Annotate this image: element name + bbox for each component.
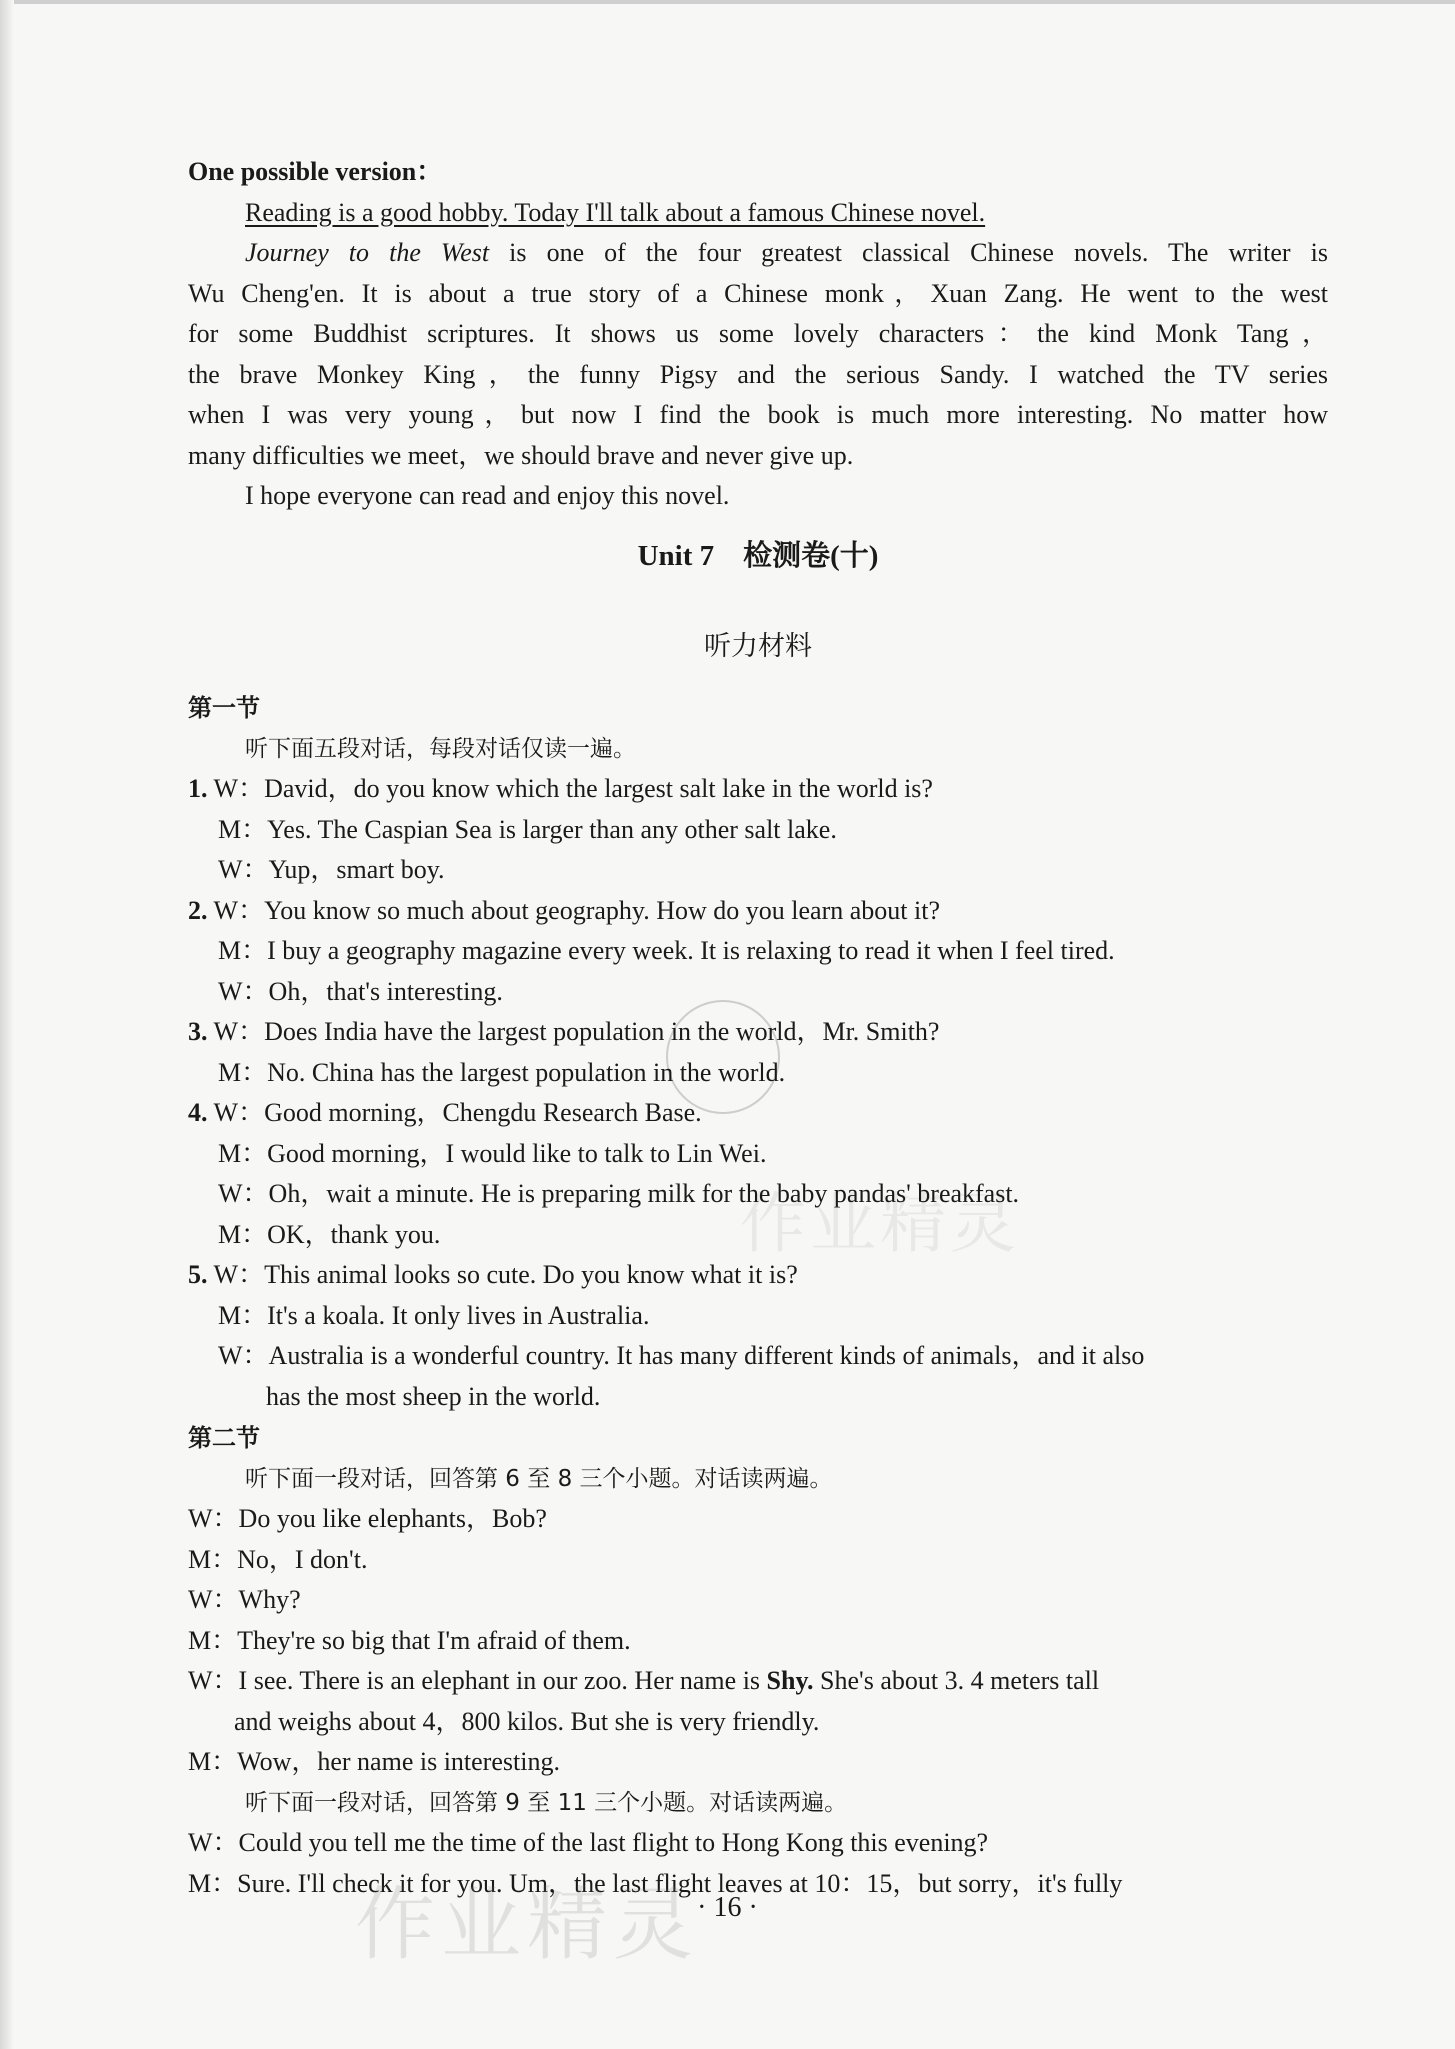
dialogue-line: has the most sheep in the world. xyxy=(266,1381,601,1411)
dialogue-line: W：I see. There is an elephant in our zoo. Her name is Shy. She's about 3. 4 meters tall xyxy=(188,1666,1100,1695)
dialogue-line: W：Do you like elephants，Bob? xyxy=(188,1504,547,1533)
essay-line-3: Wu Cheng'en. It is about a true story of a Chinese monk，Xuan Zang. He went to the west xyxy=(188,278,1328,308)
page-left-edge xyxy=(0,0,14,2049)
dialogue-5 xyxy=(188,1255,1328,1417)
dialogue-line: M：Sure. I'll check it for you. Um，the last flight leaves at 10：15，but sorry，it's fully xyxy=(188,1868,1123,1898)
dialogue-line: W：This animal looks so cute. Do you know what it is? xyxy=(213,1260,798,1289)
dialogue-line: M：They're so big that I'm afraid of them. xyxy=(188,1625,631,1655)
dialogue-line: M：I buy a geography magazine every week. It is relaxing to read it when I feel tired. xyxy=(218,936,1115,965)
dialogue-number: 4. xyxy=(188,1098,208,1127)
dialogue-number: 1. xyxy=(188,774,208,803)
essay-line-4: for some Buddhist scriptures. It shows us some lovely characters：the kind Monk Tang， xyxy=(188,319,1328,348)
section-1-instruction: 听下面五段对话，每段对话仅读一遍。 xyxy=(245,735,636,762)
dialogue-number: 2. xyxy=(188,895,208,925)
essay-line-7: many difficulties we meet，we should brave and never give up. xyxy=(188,440,854,470)
dialogue-number: 5. xyxy=(188,1260,208,1289)
dialogue-line: W：Could you tell me the time of the last flight to Hong Kong this evening? xyxy=(188,1828,989,1857)
unit-title: Unit 7 检测卷(十) xyxy=(637,540,879,572)
watermark-mid: 作业精灵 xyxy=(740,1185,1020,1262)
dialogue-line: W：Oh，wait a minute. He is preparing milk for the baby pandas' breakfast. xyxy=(218,1179,1020,1208)
page-top-edge xyxy=(0,0,1455,4)
dialogue-number: 3. xyxy=(188,1017,208,1046)
dialogue-line: M：Wow，her name is interesting. xyxy=(188,1747,560,1776)
section-1-heading: 第一节 xyxy=(188,694,260,722)
section-2-heading: 第二节 xyxy=(188,1424,260,1452)
dialogue-line: and weighs about 4，800 kilos. But she is very friendly. xyxy=(234,1706,820,1736)
dialogue-line: M：OK，thank you. xyxy=(218,1219,441,1249)
dialogue-line: W：You know so much about geography. How do you learn about it? xyxy=(213,895,940,925)
dialogue-2 xyxy=(188,891,1328,1013)
essay-line-2: Journey to the West is one of the four greatest classical Chinese novels. The writer is xyxy=(245,238,1328,267)
novel-title: Journey to the West xyxy=(245,238,490,267)
dialogue-line: W：Good morning，Chengdu Research Base. xyxy=(213,1098,702,1127)
section-2-instruction-1: 听下面一段对话，回答第 6 至 8 三个小题。对话读两遍。 xyxy=(245,1465,833,1492)
dialogue-line: M：No. China has the largest population in the world. xyxy=(218,1057,786,1087)
watermark-bottom: 作业精灵 xyxy=(355,1878,699,1971)
essay-heading: One possible version： xyxy=(188,157,443,186)
dialogue-line: W：Does India have the largest population in the world，Mr. Smith? xyxy=(213,1017,940,1046)
dialogue-line: M：No，I don't. xyxy=(188,1544,368,1574)
dialogue-4 xyxy=(188,1093,1328,1255)
dialogue-line: W：Why? xyxy=(188,1585,301,1614)
dialogue-line: W：Australia is a wonderful country. It has many different kinds of animals，and it also xyxy=(218,1341,1145,1370)
dialogue-line: W：David，do you know which the largest salt lake in the world is? xyxy=(213,774,933,803)
section-2-instruction-2: 听下面一段对话，回答第 9 至 11 三个小题。对话读两遍。 xyxy=(245,1789,848,1816)
unit-subtitle: 听力材料 xyxy=(704,631,812,662)
dialogue-3 xyxy=(188,1012,1328,1093)
dialogue-line: M：It's a koala. It only lives in Australia. xyxy=(218,1300,650,1330)
essay-line-1: Reading is a good hobby. Today I'll talk about a famous Chinese novel. xyxy=(245,197,986,227)
elephant-name: Shy. xyxy=(766,1666,814,1695)
essay-block xyxy=(188,152,1328,517)
page-number: · 16 · xyxy=(697,1892,758,1923)
essay-line-5: the brave Monkey King，the funny Pigsy and the serious Sandy. I watched the TV series xyxy=(188,359,1328,389)
essay-line-6: when I was very young，but now I find the book is much more interesting. No matter how xyxy=(188,400,1328,429)
section-2 xyxy=(188,1418,1328,1904)
section-1 xyxy=(188,688,1328,1417)
dialogue-line: M：Yes. The Caspian Sea is larger than any other salt lake. xyxy=(218,814,837,844)
dialogue-line: W：Yup，smart boy. xyxy=(218,855,445,884)
dialogue-line: W：Oh，that's interesting. xyxy=(218,976,503,1006)
essay-line-8: I hope everyone can read and enjoy this novel. xyxy=(245,481,730,510)
dialogue-line: M：Good morning，I would like to talk to Lin Wei. xyxy=(218,1138,767,1168)
dialogue-1 xyxy=(188,769,1328,891)
